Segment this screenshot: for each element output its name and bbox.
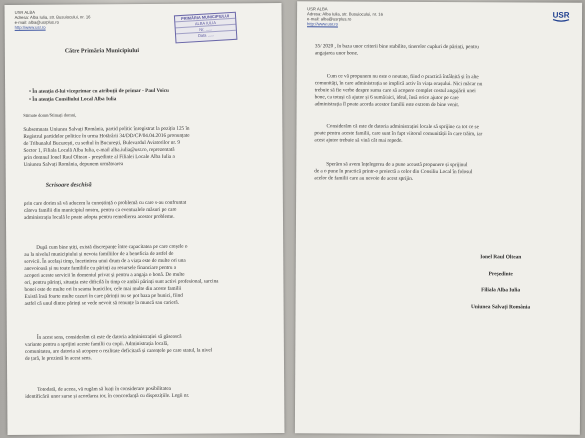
header-line: e-mail: alba@usrplus.ro <box>14 19 59 25</box>
logo-text: USR <box>552 10 570 20</box>
letter-page-2 <box>295 1 582 434</box>
signer-name: Ionel Raul Oltean <box>480 254 522 261</box>
text-line: Registrul partidelor politice în urma Hotărârii 34/DD/CP/04.04.2016 pronunțate <box>23 132 190 140</box>
recipient-title: Către Primăria Municipiului <box>64 48 140 55</box>
text-line: acoperi aceste servicii în domeniul privat și pentru a angaja o bonă. De multe <box>24 271 185 279</box>
text-line: prin care dorim să vă aducem la cunoștință o problemă cu care s-au confruntat <box>23 199 187 207</box>
header-line: http://www.usr.ro <box>14 24 46 30</box>
text-line: prin domnul Ionel Raul Oltean - președinte al Filialei Locale Alba Iulia a <box>23 153 175 161</box>
signer-party: Uniunea Salvați România <box>471 303 531 310</box>
text-line: acest ajutor trebuie să vină cât mai repede. <box>314 137 403 144</box>
text-line: bonei este de multe ori în seama bunicilor, cele mai multe din aceste familii <box>24 285 182 293</box>
text-line: administrația îl poate acorda acestor familii este extrem de bine venit. <box>314 101 460 109</box>
text-line: anevoioasă și nu toate familiile cu părinți au resursele financiare pentru a <box>24 264 177 272</box>
attention-text: În atenția Consiliului Local Alba Iulia <box>32 96 117 103</box>
text-line: Sector 1, Filiala Locală Alba Iulia, e-mail alba.iulia@usr.ro, reprezentată <box>23 146 175 154</box>
letter-page-1 <box>5 3 285 435</box>
attention-text: În atenția d-lui viceprimar cu atribuții de primar - Paul Voicu <box>32 87 169 95</box>
text-line: de a o pune în practică printr-o proiectă a celor din Consiliu Local în folosul <box>314 168 473 176</box>
usr-logo <box>550 9 572 23</box>
stamp-line: Nr. ...... <box>176 25 236 35</box>
text-line: Sperăm să avem înțelegerea de a pune această propunere și sprijinul <box>326 161 468 169</box>
text-line: de Tribunalul București, cu sediul în București, Bulevardul Aviatorilor nr. 9 <box>23 139 181 147</box>
text-line: acelor de familii care au nevoie de acest sprijin. <box>314 175 414 182</box>
text-line: Cum ce vă propunem nu este o noutate, fiind o practică întâlnită și în alte <box>326 73 479 81</box>
text-line: comunitatea, are datoria să acopere o realitate deficitară și carențele pe care statul, la nivel <box>24 347 213 355</box>
text-line: Considerăm că este de datoria administrației locale să sprijine ca tot ce se <box>326 123 479 131</box>
text-line: poate pentru aceste familii, care sunt în fapt viitorul comunității în care trăim, iar <box>314 130 483 138</box>
text-line: Există însă foarte multe cazuri în care părinții nu se pot baza pe bunici, fiind <box>24 292 183 300</box>
text-line: În acest sens, considerăm că este de datoria administrației să găsească <box>36 333 182 341</box>
text-line: variante pentru a sprijini aceste familii cu copii. Administrația locală, <box>24 340 169 348</box>
signer-role: Președinte <box>488 270 513 277</box>
registration-stamp <box>174 12 238 44</box>
attention-line: • În atenția Consiliului Local Alba Iulia <box>29 96 117 103</box>
text-line: câteva familii din municipiul nostru, pentru ca eventualele măsuri pe care <box>23 206 177 214</box>
header-line: USR ALBA <box>14 9 36 15</box>
text-line: identificării unor surse și acordarea ior, în concordanță cu dispozițiile. Legii nr. <box>25 392 190 400</box>
text-line: angajarea unor bone. <box>314 50 359 57</box>
text-line: 35/ 2020 , în baza unor criterii bine stabilite, tinerelor cupluri de părinți, pentru <box>314 43 479 51</box>
text-line: astfel că unul dintre părinți se vede nevoit să renunțe la muncă sau carieră. <box>24 299 180 307</box>
text-line: Uniunea Salvați România, depunem următoarea <box>23 161 124 168</box>
text-line: Subsemnata Uniunea Salvați România, partid politic înregistrat la poziția 125 în <box>23 125 190 133</box>
header-line: http://www.usr.ro <box>307 21 338 27</box>
text-line: Totodată, de aceea, vă rugăm să luați în considerare posibilitatea <box>37 385 171 393</box>
text-line: ori, pentru părinți, situația este dificilă în timp ce ambii părinți sunt activi profesional, sarcina <box>24 278 219 286</box>
text-line: trebuie să fie verbe despre suma care să acopere complet costul angajării unei <box>314 87 476 95</box>
stamp-line: PRIMĂRIA MUNICIPIULUI <box>175 13 235 23</box>
text-line: După cum bine știți, există discrepanțe între capacitatea pe care creșele o <box>36 243 188 251</box>
attention-line: • În atenția d-lui viceprimar cu atribuții de primar - Paul Voicu <box>29 87 169 95</box>
header-line: Adresa: Alba Iulia, str. Busuiocului, nr. 16 <box>14 14 91 20</box>
sender-header <box>307 6 383 26</box>
section-title: Scrisoare deschisă <box>45 182 92 189</box>
header-line: Adresa: Alba Iulia, str. Busuiocului, nr. 16 <box>307 11 383 17</box>
signer-branch: Filiala Alba Iulia <box>481 287 521 294</box>
text-line: comunități, în care administrația se implică activ în viața orașului. Nici măcar nu <box>314 80 483 88</box>
signature-block <box>436 254 566 311</box>
sender-header <box>15 9 91 30</box>
text-line: administrația locală le poate adopta pentru remedierea acestor probleme. <box>23 213 175 221</box>
text-line: au la nivelul municipiului și nevoia familiilor de a beneficia de astfel de <box>24 250 174 258</box>
text-line: bone, ca totuși că ajutor și 6 sumă/aici, ideal, însă orice ajutor pe care <box>314 94 459 102</box>
stamp-line: Data ...... <box>197 32 215 39</box>
salutation: Stimate domn/Stimați domni, <box>23 112 77 118</box>
text-line: de țară, le prezintă în acest sens. <box>24 355 92 362</box>
header-line: USR ALBA <box>307 6 328 12</box>
stamp-line: ALBA IULIA <box>175 19 235 29</box>
text-line: servicii. În același timp, încetinirea unui drum de a viața este de multe ori una <box>24 257 186 265</box>
header-line: e-mail: alba@usrplus.ro <box>307 16 352 22</box>
